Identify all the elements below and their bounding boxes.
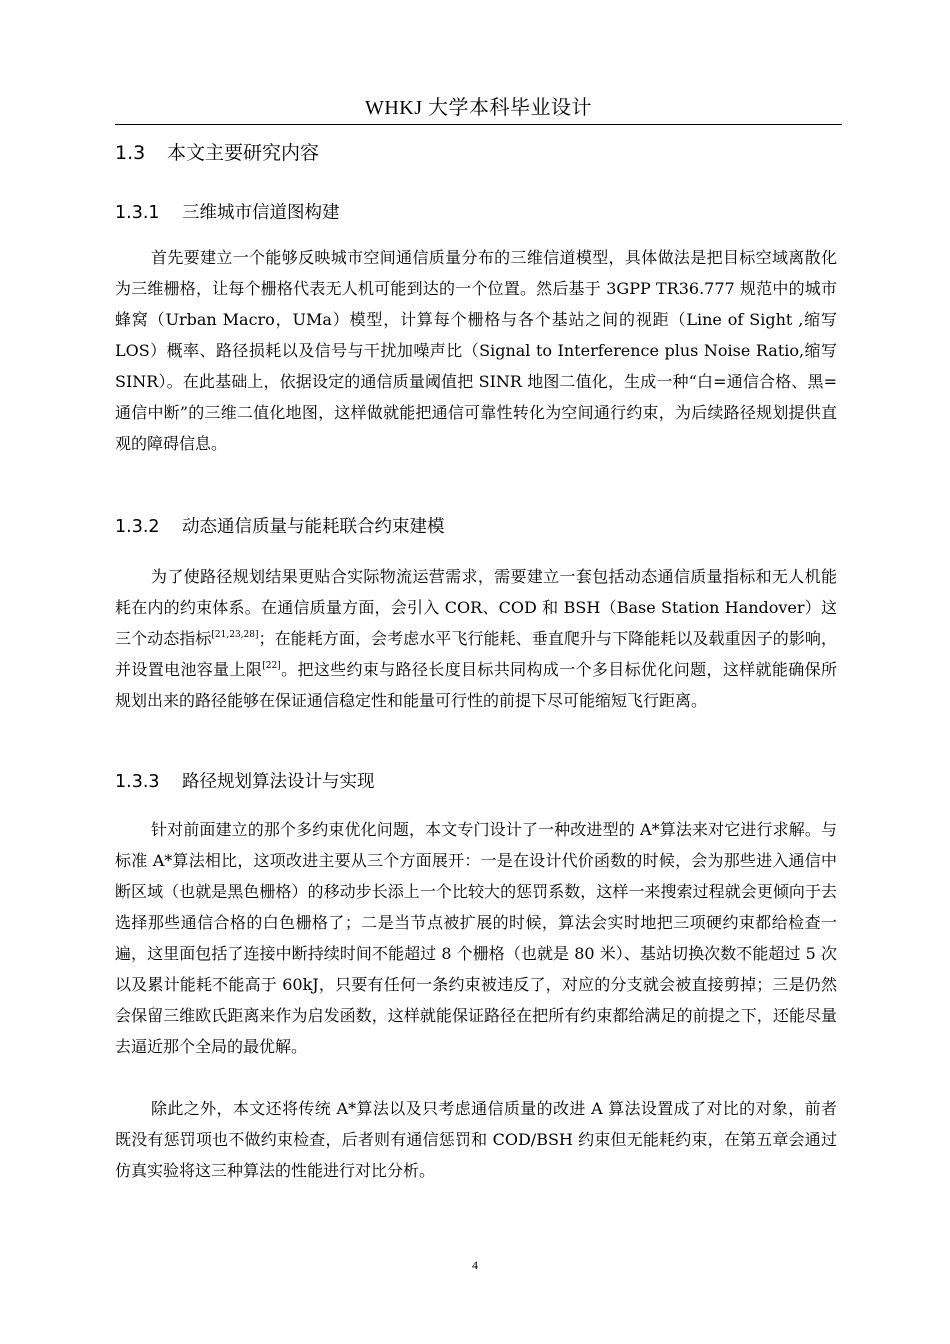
paragraph-1-3-3-a: 针对前面建立的那个多约束优化问题，本文专门设计了一种改进型的 A*算法来对它进行求解。与标准 A*算法相比，这项改进主要从三个方面展开：一是在设计代价函数的时候，会为那些进入通信中断区域（也就是黑色栅格）的移动步长添上一个比较大的惩罚系数，这样一来搜索过程就会更倾向于去选择那些通信合格的白色栅格了；二是当节点被扩展的时候，算法会实时地把三项硬约束都给检查一遍，这里面包括了连接中断持续时间不能超过 8 个栅格（也就是 80 米）、基站切换次数不能超过 5 次以及累计能耗不能高于 60kJ，只要有任何一条约束被违反了，对应的分支就会被直接剪掉；三是仍然会保留三维欧氏距离来作为启发函数，这样就能保证路径在把所有约束都给满足的前提之下，还能尽量去逼近那个全局的最优解。 — [115, 820, 837, 1056]
subsection-title: 路径规划算法设计与实现 — [182, 772, 375, 792]
paragraph-1-3-2 — [115, 561, 837, 716]
subsection-number: 1.3.3 — [115, 772, 160, 792]
section-title: 本文主要研究内容 — [167, 142, 320, 164]
paragraph-text: ；在能耗方面，会考虑水平飞行能耗、垂直爬升与下降能耗以及载重因子的影响，并设置电池容量上限 — [115, 629, 837, 679]
subsection-heading-2 — [115, 513, 842, 541]
section-heading — [115, 139, 842, 167]
subsection-number: 1.3.2 — [115, 517, 160, 537]
page-header: WHKJ 大学本科毕业设计 — [364, 97, 593, 119]
subsection-title: 动态通信质量与能耗联合约束建模 — [182, 517, 445, 537]
header-divider — [115, 124, 842, 125]
paragraph-text: 。把这些约束与路径长度目标共同构成一个多目标优化问题，这样就能确保所规划出来的路径能够在保证通信稳定性和能量可行性的前提下尽可能缩短飞行距离。 — [115, 660, 837, 710]
citation-ref: [22] — [262, 661, 281, 671]
paragraph-1-3-3-b: 除此之外，本文还将传统 A*算法以及只考虑通信质量的改进 A 算法设置成了对比的对象，前者既没有惩罚项也不做约束检查，后者则有通信惩罚和 COD/BSH 约束但无能耗约束，在第五章会通过仿真实验将这三种算法的性能进行对比分析。 — [115, 1099, 837, 1180]
subsection-title: 三维城市信道图构建 — [182, 203, 340, 223]
paragraph-text: 为了使路径规划结果更贴合实际物流运营需求，需要建立一套包括动态通信质量指标和无人机能耗在内的约束体系。在通信质量方面，会引入 COR、COD 和 BSH（Base Station Handover）这三个动态指标 — [115, 567, 837, 648]
subsection-number: 1.3.1 — [115, 203, 160, 223]
section-number: 1.3 — [115, 142, 146, 164]
paragraph-1-3-1: 首先要建立一个能够反映城市空间通信质量分布的三维信道模型，具体做法是把目标空域离散化为三维栅格，让每个栅格代表无人机可能到达的一个位置。然后基于 3GPP TR36.777 规范中的城市蜂窝（Urban Macro，UMa）模型，计算每个栅格与各个基站之间的视距（Line of Sight ,缩写 LOS）概率、路径损耗以及信号与干扰加噪声比（Signal to Interference plus Noise Ratio,缩写 SINR）。在此基础上，依据设定的通信质量阈值把 SINR 地图二值化，生成一种“白=通信合格、黑=通信中断”的三维二值化地图，这样做就能把通信可靠性转化为空间通行约束，为后续路径规划提供直观的障碍信息。 — [115, 248, 837, 453]
citation-ref: [21,23,28] — [211, 630, 259, 640]
page-number: 4 — [472, 1258, 478, 1272]
subsection-heading-3 — [115, 768, 842, 796]
subsection-heading-1 — [115, 199, 842, 227]
